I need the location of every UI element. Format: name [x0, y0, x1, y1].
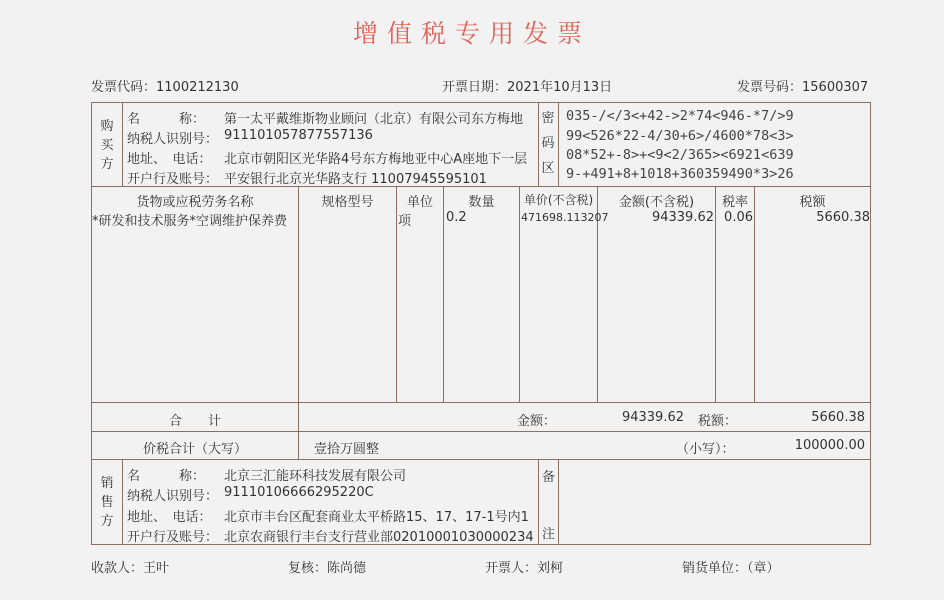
buyer-address-label: 地址、 电话： [127, 152, 212, 167]
seller-label-char: 销 [100, 476, 114, 491]
total-amount: 94339.62 [621, 410, 684, 425]
seller-bank-label: 开户行及账号： [127, 530, 219, 545]
buyer-name-label: 名 称： [127, 112, 206, 127]
grid-line [870, 102, 871, 545]
footer-issuer [485, 557, 563, 576]
total-tax: 5660.38 [811, 410, 865, 425]
invoice-date [442, 76, 612, 95]
grid-line [122, 459, 123, 545]
buyer-section-label [96, 117, 118, 174]
cipher-line: 9-+491+8+1018+360359490*3>26 [566, 166, 794, 182]
seller-address: 北京市丰台区配套商业太平桥路15、17、17-1号内1 [224, 510, 529, 525]
grid-line [558, 459, 559, 545]
grid-line [396, 186, 397, 403]
col-header-amount: 金额(不含税) [618, 195, 695, 210]
item-price: 471698.113207 [521, 211, 609, 224]
cipher-area-label [537, 106, 559, 181]
footer-seller-stamp: 销货单位：（章） [682, 561, 780, 576]
total-label: 合 计 [168, 414, 221, 429]
footer-payee [91, 557, 169, 576]
invoice-date-label: 开票日期： [442, 80, 508, 95]
seller-label-char: 方 [100, 514, 114, 529]
footer-reviewer [288, 557, 366, 576]
invoice-code-value: 1100212130 [156, 80, 239, 95]
col-header-price: 单价(不含税) [523, 193, 594, 207]
invoice-number-value: 15600307 [802, 80, 869, 95]
seller-name: 北京三汇能环科技发展有限公司 [224, 469, 407, 484]
grid-line [298, 431, 299, 460]
grand-total-words: 壹拾万圆整 [314, 442, 380, 457]
item-amount: 94339.62 [651, 210, 714, 225]
buyer-label-char: 买 [100, 138, 114, 153]
seller-address-label: 地址、 电话： [127, 510, 212, 525]
seller-taxid-label: 纳税人识别号： [127, 489, 219, 504]
issuer-label: 开票人： [485, 561, 538, 576]
cipher-label-char: 码 [541, 136, 555, 151]
cipher-label-char: 密 [541, 111, 555, 126]
remarks-label-top: 备 [541, 470, 555, 485]
col-header-qty: 数量 [468, 195, 495, 210]
reviewer-label: 复核： [288, 561, 328, 576]
item-tax: 5660.38 [816, 210, 870, 225]
invoice-code [91, 76, 239, 95]
grand-total-label: 价税合计（大写） [142, 442, 247, 457]
grid-line [91, 431, 871, 432]
payee-label: 收款人： [91, 561, 144, 576]
col-header-rate: 税率 [721, 195, 748, 210]
buyer-label-char: 方 [100, 157, 114, 172]
total-amount-label: 金额： [517, 414, 557, 429]
col-header-unit: 单位 [406, 195, 433, 210]
col-header-tax: 税额 [799, 195, 826, 210]
seller-section-label [96, 474, 118, 531]
remarks-label-bottom: 注 [541, 527, 555, 542]
item-qty: 0.2 [446, 210, 467, 225]
issuer-name: 刘柯 [537, 561, 564, 576]
grid-line [91, 459, 871, 460]
col-header-name: 货物或应税劳务名称 [136, 195, 254, 210]
buyer-taxid: 911101057877557136 [224, 128, 373, 143]
buyer-address: 北京市朝阳区光华路4号东方梅地亚中心A座地下一层 [224, 152, 528, 167]
grid-line [443, 186, 444, 403]
item-unit: 项 [398, 214, 412, 229]
seller-label-char: 售 [100, 495, 114, 510]
invoice-code-label: 发票代码： [91, 80, 157, 95]
item-rate: 0.06 [724, 210, 753, 225]
cipher-line: 08*52+-8>+<9<2/365><6921<639 [566, 147, 794, 163]
seller-taxid: 91110106666295220C [224, 485, 374, 500]
col-header-spec: 规格型号 [321, 195, 374, 210]
cipher-line: 99<526*22-4/30+6>/4600*78<3> [566, 128, 794, 144]
buyer-bank: 平安银行北京光华路支行 11007945595101 [224, 172, 487, 187]
grand-total-small-label: （小写）： [676, 442, 735, 457]
seller-bank: 北京农商银行丰台支行营业部02010001030000234 [224, 530, 534, 545]
invoice-title: 增值税专用发票 [352, 19, 591, 48]
grid-line [298, 186, 299, 431]
buyer-bank-label: 开户行及账号： [127, 172, 219, 187]
invoice-number [737, 76, 868, 95]
buyer-name: 第一太平戴维斯物业顾问（北京）有限公司东方梅地 [224, 112, 524, 127]
invoice-date-value: 2021年10月13日 [507, 80, 613, 95]
payee-name: 王叶 [143, 561, 170, 576]
grid-line [122, 102, 123, 187]
item-name: *研发和技术服务*空调维护保养费 [92, 214, 288, 229]
reviewer-name: 陈尚德 [327, 561, 367, 576]
cipher-label-char: 区 [541, 161, 555, 176]
seller-name-label: 名 称： [127, 469, 206, 484]
cipher-line: 035-/</3<+42->2*74<946-*7/>9 [566, 108, 794, 124]
invoice-number-label: 发票号码： [737, 80, 803, 95]
grid-line [519, 186, 520, 403]
grid-line [91, 102, 871, 103]
total-tax-label: 税额： [698, 414, 738, 429]
grand-total-figure: 100000.00 [794, 438, 865, 453]
buyer-label-char: 购 [100, 119, 114, 134]
buyer-taxid-label: 纳税人识别号： [127, 132, 219, 147]
grid-line [91, 102, 92, 545]
